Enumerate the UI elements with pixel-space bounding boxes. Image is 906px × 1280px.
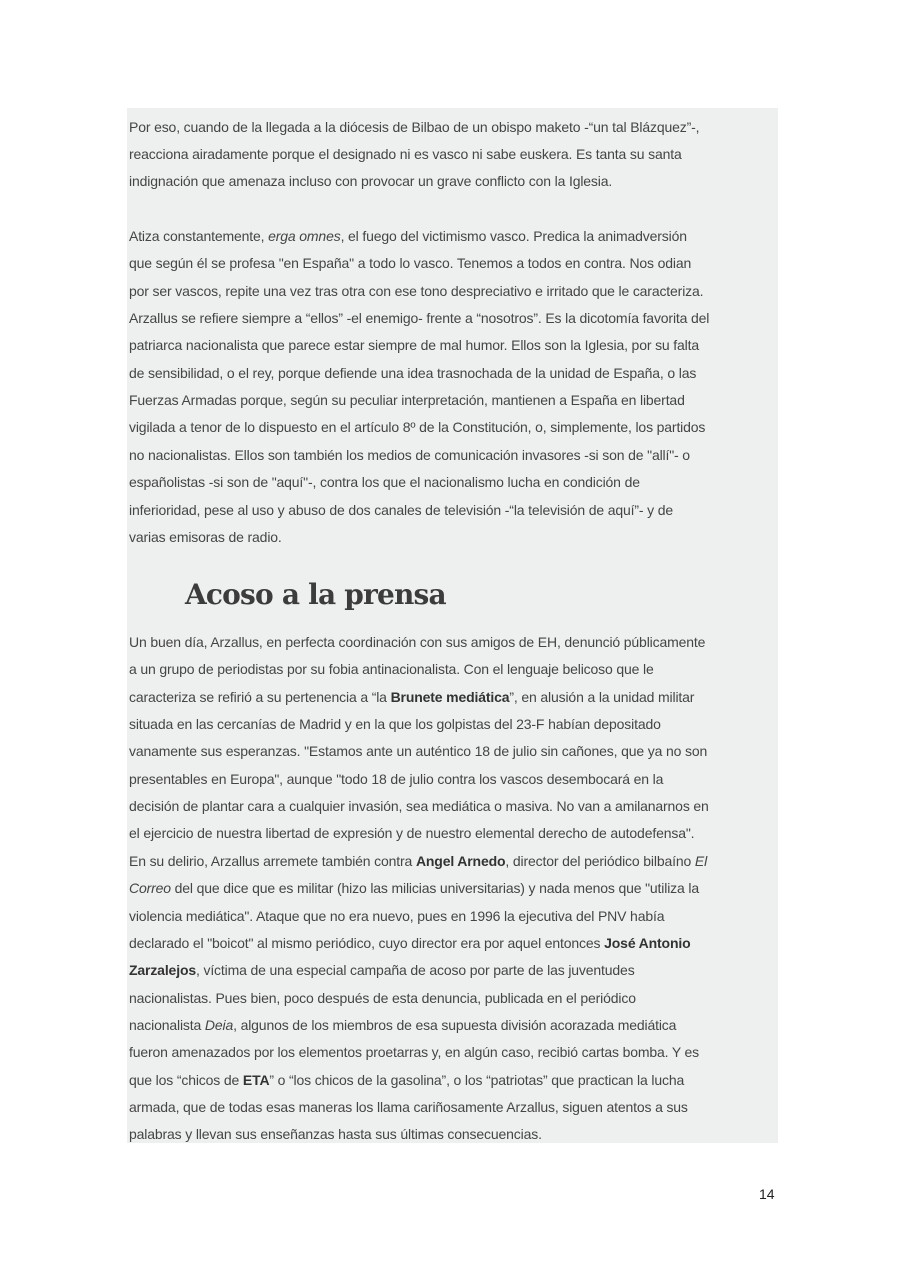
text-run: palabras y llevan sus enseñanzas hasta sus últimas consecuencias. bbox=[129, 1126, 542, 1143]
text-run: no nacionalistas. Ellos son también los medios de comunicación invasores -si son de "allí"- o bbox=[129, 446, 690, 463]
paragraph-2-line bbox=[129, 473, 640, 491]
paragraph-2-line bbox=[129, 391, 685, 409]
text-run: que según él se profesa "en España" a todo lo vasco. Tenemos a todos en contra. Nos odian bbox=[129, 255, 692, 272]
paragraph-3-line bbox=[129, 1043, 699, 1061]
text-run: vigilada a tenor de lo dispuesto en el artículo 8º de la Constitución, o, simplemente, los partidos bbox=[129, 419, 706, 436]
paragraph-3-line bbox=[129, 1071, 684, 1089]
paragraph-3-line bbox=[129, 1016, 676, 1034]
text-run: reacciona airadamente porque el designado ni es vasco ni sabe euskera. Es tanta su santa bbox=[129, 146, 682, 163]
text-run: patriarca nacionalista que parece estar siempre de mal humor. Ellos son la Iglesia, por su falta bbox=[129, 337, 700, 354]
text-run: inferioridad, pese al uso y abuso de dos canales de televisión -“la televisión de aquí”- y de bbox=[129, 501, 674, 518]
italic-text: Deia bbox=[204, 1016, 234, 1033]
paragraph-3-line bbox=[129, 742, 707, 760]
paragraph-2-line bbox=[129, 528, 282, 546]
text-run: españolistas -si son de "aquí"-, contra los que el nacionalismo lucha en condición de bbox=[129, 474, 640, 491]
text-run: , director del periódico bilbaíno bbox=[505, 852, 695, 869]
text-run: , el fuego del victimismo vasco. Predica la animadversión bbox=[340, 228, 687, 244]
text-run: , algunos de los miembros de esa supuesta división acorazada mediática bbox=[233, 1016, 677, 1033]
text-run: , víctima de una especial campaña de acoso por parte de las juventudes bbox=[195, 962, 635, 979]
text-run: nacionalista bbox=[129, 1016, 205, 1033]
bold-text: Brunete mediática bbox=[390, 688, 510, 705]
paragraph-2-line bbox=[129, 282, 703, 300]
italic-text: El bbox=[694, 852, 708, 869]
paragraph-2-line bbox=[129, 418, 705, 436]
text-run: nacionalistas. Pues bien, poco después de esta denuncia, publicada en el periódico bbox=[129, 989, 636, 1006]
italic-text: erga omnes bbox=[268, 228, 341, 244]
bold-text: Angel Arnedo bbox=[415, 852, 506, 869]
paragraph-3-line bbox=[129, 961, 635, 979]
text-run: por ser vascos, repite una vez tras otra con ese tono despreciativo e irritado que le caracteriza. bbox=[129, 282, 704, 299]
paragraph-1-line bbox=[129, 172, 612, 190]
text-run: caracteriza se refirió a su pertenencia a “la bbox=[129, 688, 391, 705]
section-heading: Acoso a la prensa bbox=[185, 578, 446, 611]
italic-text: Correo bbox=[129, 880, 171, 897]
text-run: presentables en Europa", aunque "todo 18 de julio contra los vascos desembocará en la bbox=[129, 770, 664, 787]
paragraph-2-line bbox=[129, 501, 673, 519]
text-run: de sensibilidad, o el rey, porque defiende una idea trasnochada de la unidad de España, o las bbox=[129, 364, 697, 381]
text-run: a un grupo de periodistas por su fobia antinacionalista. Con el lenguaje belicoso que le bbox=[129, 661, 654, 678]
text-run: Un buen día, Arzallus, en perfecta coordinación con sus amigos de EH, denunció públicamente bbox=[129, 634, 706, 650]
text-run: varias emisoras de radio. bbox=[129, 528, 282, 545]
paragraph-3-line bbox=[129, 770, 663, 788]
bold-text: ETA bbox=[242, 1071, 270, 1088]
text-run: vanamente sus esperanzas. "Estamos ante un auténtico 18 de julio sin cañones, que ya no son bbox=[129, 743, 708, 760]
paragraph-3-line bbox=[129, 879, 699, 897]
paragraph-3-line bbox=[129, 1125, 542, 1143]
text-run: que los “chicos de bbox=[129, 1071, 243, 1088]
paragraph-2-line bbox=[129, 309, 709, 327]
paragraph-3-line bbox=[129, 907, 664, 925]
text-run: Por eso, cuando de la llegada a la diócesis de Bilbao de un obispo maketo -“un tal Blázquez”-, bbox=[129, 119, 700, 135]
text-run: violencia mediática". Ataque que no era nuevo, pues en 1996 la ejecutiva del PNV había bbox=[129, 907, 665, 924]
text-run: declarado el "boicot" al mismo periódico, cuyo director era por aquel entonces bbox=[129, 934, 605, 951]
paragraph-3-line bbox=[129, 688, 694, 706]
page-number: 14 bbox=[759, 1186, 775, 1202]
paragraph-3-line bbox=[129, 660, 654, 678]
paragraph-3-line bbox=[129, 633, 705, 651]
bold-text: José Antonio bbox=[604, 934, 691, 951]
bold-text: Zarzalejos bbox=[129, 962, 196, 979]
text-run: fueron amenazados por los elementos proetarras y, en algún caso, recibió cartas bomba. Y es bbox=[129, 1044, 700, 1061]
text-run: Arzallus se refiere siempre a “ellos” -el enemigo- frente a “nosotros”. Es la dicotomía favorita del bbox=[129, 310, 710, 327]
paragraph-2-line bbox=[129, 254, 691, 272]
paragraph-3-line bbox=[129, 715, 661, 733]
text-run: ”, en alusión a la unidad militar bbox=[509, 688, 695, 705]
paragraph-1-line bbox=[129, 118, 699, 136]
text-run: En su delirio, Arzallus arremete también contra bbox=[129, 852, 416, 869]
paragraph-3-line bbox=[129, 797, 709, 815]
text-run: ” o “los chicos de la gasolina”, o los “patriotas” que practican la lucha bbox=[269, 1071, 685, 1088]
paragraph-3-line bbox=[129, 989, 636, 1007]
paragraph-3-line bbox=[129, 852, 707, 870]
text-run: Atiza constantemente, bbox=[129, 228, 269, 244]
paragraph-2-line bbox=[129, 336, 699, 354]
paragraph-2-line bbox=[129, 446, 690, 464]
text-run: Fuerzas Armadas porque, según su peculiar interpretación, mantienen a España en libertad bbox=[129, 392, 685, 409]
paragraph-2-line bbox=[129, 364, 696, 382]
text-run: el ejercicio de nuestra libertad de expresión y de nuestro elemental derecho de autodefensa". bbox=[129, 825, 695, 842]
paragraph-3-line bbox=[129, 824, 694, 842]
text-run: del que dice que es militar (hizo las milicias universitarias) y nada menos que "utiliza la bbox=[170, 880, 699, 897]
paragraph-3-line bbox=[129, 934, 691, 952]
paragraph-3-line bbox=[129, 1098, 688, 1116]
text-run: situada en las cercanías de Madrid y en la que los golpistas del 23-F habían depositado bbox=[129, 716, 661, 733]
text-run: decisión de plantar cara a cualquier invasión, sea mediática o masiva. No van a amilanarnos en bbox=[129, 798, 709, 815]
text-run: indignación que amenaza incluso con provocar un grave conflicto con la Iglesia. bbox=[129, 173, 613, 190]
text-run: armada, que de todas esas maneras los llama cariñosamente Arzallus, siguen atentos a sus bbox=[129, 1098, 688, 1115]
paragraph-2-line bbox=[129, 227, 687, 245]
paragraph-1-line bbox=[129, 145, 682, 163]
